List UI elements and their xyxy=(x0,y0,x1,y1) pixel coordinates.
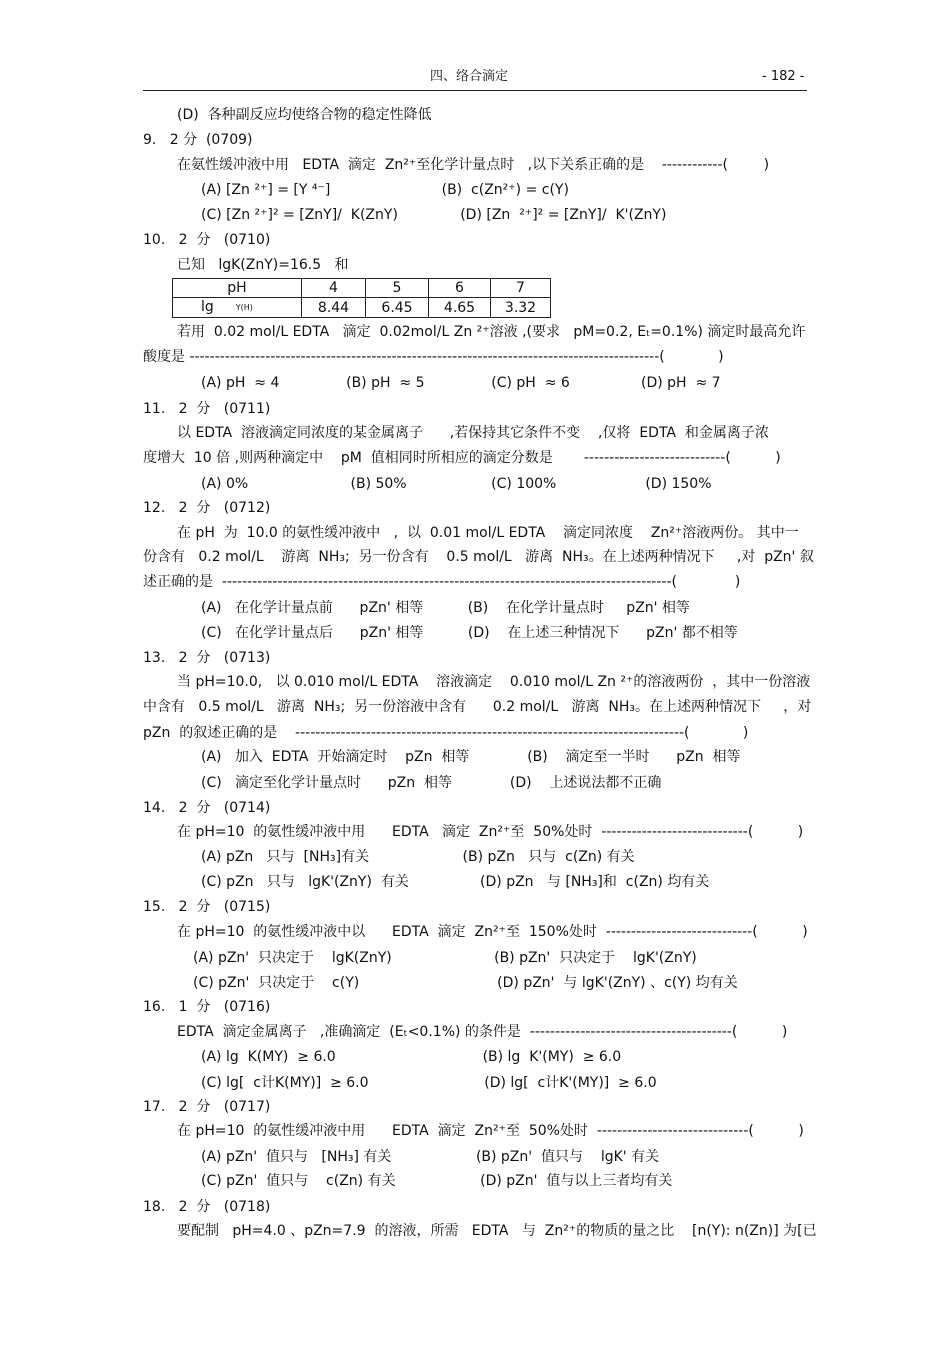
text-line: 当 pH=10.0, 以 0.010 mol/L EDTA 溶液滴定 0.010 mol/L Zn ²⁺的溶液两份 ，其中一份溶液 xyxy=(177,674,811,690)
text-line: (A) 0% (B) 50% (C) 100% (D) 150% xyxy=(201,476,712,492)
text-line: 述正确的是 -----------------------------------------------------------------------------------------( ) xyxy=(143,574,741,590)
text-line: 在 pH=10 的氨性缓冲液中用 EDTA 滴定 Zn²⁺至 50%处时 -----------------------------( ) xyxy=(177,824,804,840)
table-cell: 6.45 xyxy=(366,298,429,318)
text-line: (C) pZn' 只决定于 c(Y) (D) pZn' 与 lgK'(ZnY) 、c(Y) 均有关 xyxy=(193,975,738,991)
text-line: 以 EDTA 溶液滴定同浓度的某金属离子 ,若保持其它条件不变 ,仅将 EDTA 和金属离子浓 xyxy=(177,425,769,441)
header-rule xyxy=(143,90,807,91)
text-line: (A) 在化学计量点前 pZn' 相等 (B) 在化学计量点时 pZn' 相等 xyxy=(201,600,690,616)
text-line: (A) 加入 EDTA 开始滴定时 pZn 相等 (B) 滴定至一半时 pZn 相等 xyxy=(201,749,741,765)
text-line: (A) pH ≈ 4 (B) pH ≈ 5 (C) pH ≈ 6 (D) pH ≈ 7 xyxy=(201,375,721,391)
text-line: 已知 lgK(ZnY)=16.5 和 xyxy=(177,257,349,273)
text-line: (C) pZn 只与 lgK'(ZnY) 有关 (D) pZn 与 [NH₃]和 c(Zn) 均有关 xyxy=(201,874,710,890)
text-line: (C) 在化学计量点后 pZn' 相等 (D) 在上述三种情况下 pZn' 都不相等 xyxy=(201,625,738,641)
text-line: 9. 2 分 (0709) xyxy=(143,132,253,148)
text-line: EDTA 滴定金属离子 ,准确滴定 (Eₜ<0.1%) 的条件是 ----------------------------------------( ) xyxy=(177,1024,788,1040)
text-line: 酸度是 ---------------------------------------------------------------------------------------------( ) xyxy=(143,349,724,365)
text-line: 13. 2 分 (0713) xyxy=(143,650,271,666)
table-cell: 6 xyxy=(429,279,491,298)
text-line: 17. 2 分 (0717) xyxy=(143,1099,271,1115)
text-line: 在 pH=10 的氨性缓冲液中以 EDTA 滴定 Zn²⁺至 150%处时 -----------------------------( ) xyxy=(177,924,808,940)
text-line: (C) 滴定至化学计量点时 pZn 相等 (D) 上述说法都不正确 xyxy=(201,775,662,791)
page-number: - 182 - xyxy=(762,69,805,84)
text-line: 12. 2 分 (0712) xyxy=(143,500,271,516)
text-line: 份含有 0.2 mol/L 游离 NH₃; 另一份含有 0.5 mol/L 游离 NH₃。在上述两种情况下 ,对 pZn' 叙 xyxy=(143,549,814,565)
table-cell: 3.32 xyxy=(491,298,551,318)
text-line: (C) lg[ c计K(MY)] ≥ 6.0 (D) lg[ c计K'(MY)] ≥ 6.0 xyxy=(201,1075,657,1091)
text-line: (C) [Zn ²⁺]² = [ZnY]/ K(ZnY) (D) [Zn ²⁺]² = [ZnY]/ K'(ZnY) xyxy=(201,207,667,223)
text-line: 10. 2 分 (0710) xyxy=(143,232,271,248)
text-line: (A) pZn' 只决定于 lgK(ZnY) (B) pZn' 只决定于 lgK'(ZnY) xyxy=(193,950,697,966)
table-row xyxy=(173,298,551,318)
table-cell: 7 xyxy=(491,279,551,298)
text-line: 11. 2 分 (0711) xyxy=(143,401,271,417)
text-line: 16. 1 分 (0716) xyxy=(143,999,271,1015)
text-line: pZn 的叙述正确的是 -----------------------------------------------------------------------------( ) xyxy=(143,725,749,741)
text-line: 在 pH=10 的氨性缓冲液中用 EDTA 滴定 Zn²⁺至 50%处时 ------------------------------( ) xyxy=(177,1123,804,1139)
table-cell: 8.44 xyxy=(302,298,366,318)
text-line: (A) [Zn ²⁺] = [Y ⁴⁻] (B) c(Zn²⁺) = c(Y) xyxy=(201,182,569,198)
text-line: 度增大 10 倍 ,则两种滴定中 pM 值相同时所相应的滴定分数是 ----------------------------( ) xyxy=(143,450,781,466)
text-line: 15. 2 分 (0715) xyxy=(143,899,271,915)
text-line: 若用 0.02 mol/L EDTA 滴定 0.02mol/L Zn ²⁺溶液 ,(要求 pM=0.2, Eₜ=0.1%) 滴定时最高允许 xyxy=(177,324,806,340)
table-cell: pH xyxy=(173,279,302,298)
text-line: 在 pH 为 10.0 的氨性缓冲液中 , 以 0.01 mol/L EDTA 滴定同浓度 Zn²⁺溶液两份。 其中一 xyxy=(177,525,799,541)
text-line: (C) pZn' 值只与 c(Zn) 有关 (D) pZn' 值与以上三者均有关 xyxy=(201,1173,673,1189)
table-cell: 4 xyxy=(302,279,366,298)
text-line: 在氨性缓冲液中用 EDTA 滴定 Zn²⁺至化学计量点时 ,以下关系正确的是 ------------( ) xyxy=(177,157,770,173)
text-line: 要配制 pH=4.0 、pZn=7.9 的溶液，所需 EDTA 与 Zn²⁺的物质的量之比 [n(Y): n(Zn)] 为[已 xyxy=(177,1223,817,1239)
page-header-title: 四、络合滴定 xyxy=(430,69,509,84)
text-line: (A) lg K(MY) ≥ 6.0 (B) lg K'(MY) ≥ 6.0 xyxy=(201,1049,622,1065)
table-cell: lg Y(H) xyxy=(173,298,302,318)
text-line: (D) 各种副反应均使络合物的稳定性降低 xyxy=(177,107,432,123)
text-line: 中含有 0.5 mol/L 游离 NH₃; 另一份溶液中含有 0.2 mol/L 游离 NH₃。在上述两种情况下 ，对 xyxy=(143,699,812,715)
text-line: (A) pZn' 值只与 [NH₃] 有关 (B) pZn' 值只与 lgK' 有关 xyxy=(201,1149,660,1165)
text-line: (A) pZn 只与 [NH₃]有关 (B) pZn 只与 c(Zn) 有关 xyxy=(201,849,635,865)
table-cell: 4.65 xyxy=(429,298,491,318)
text-line: 14. 2 分 (0714) xyxy=(143,800,271,816)
table-cell: 5 xyxy=(366,279,429,298)
text-line: 18. 2 分 (0718) xyxy=(143,1199,271,1215)
lg-alpha-table xyxy=(172,278,551,318)
table-row xyxy=(173,279,551,298)
